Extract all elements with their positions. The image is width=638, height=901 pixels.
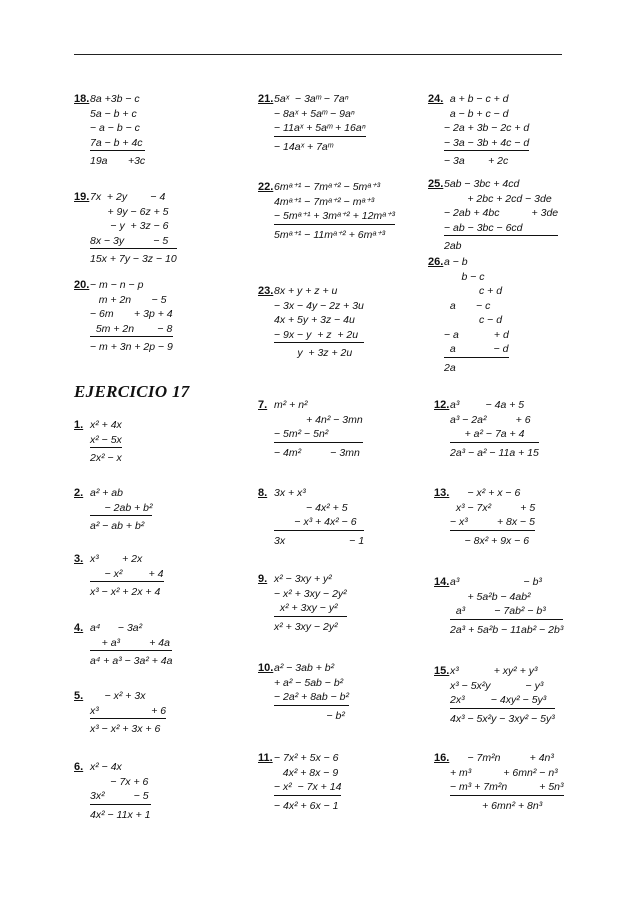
problem-number: 14. [434,576,450,588]
problem-12 [434,398,539,460]
addend-line: − 2ab + b² [90,501,152,517]
addend-line: − ab − 3bc − 6cd [444,221,558,237]
sum-result: − 4x² + 6x − 1 [274,799,339,812]
addend-line: − 6m + 3p + 4 [90,308,173,320]
addend-line: a³ − 2a² + 6 [450,413,531,426]
problem-14 [434,575,564,637]
addend-line: 8a +3b − c [90,93,140,105]
addend-line: a + b − c + d [444,93,509,105]
sum-result: x² + 3xy − 2y² [274,620,338,633]
addend-line: + a³ + 4a [90,636,172,652]
addend-line: 6mᵃ⁺¹ − 7mᵃ⁺² − 5mᵃ⁺³ [274,181,381,193]
addend-line: x² + 4x [90,419,122,431]
addend-line: − m − n − p [90,279,144,291]
problem-number: 9. [258,573,268,585]
problem-18 [74,92,146,169]
problem-number: 8. [258,487,268,499]
problem-6 [74,760,151,822]
problem-1 [74,418,122,466]
problem-number: 25. [428,178,444,190]
addend-line: + 9y − 6z + 5 [90,205,169,218]
addend-line: − 2a + 3b − 2c + d [444,122,530,134]
addend-line: a³ − 4a + 5 [450,399,525,411]
problem-number: 2. [74,487,84,499]
addend-line: + a² − 5ab − b² [274,676,344,689]
problem-26 [428,255,509,375]
addend-line: 7a − b + 4c [90,136,145,152]
addend-line: − m³ + 7m²n + 5n³ [450,780,564,796]
problem-8 [258,486,365,548]
sum-result: − 3a + 2c [444,155,509,167]
sum-result: x³ − x² + 2x + 4 [90,586,161,598]
problem-9 [258,572,347,634]
problem-number: 11. [258,752,273,764]
sum-result: x³ − x² + 3x + 6 [90,723,161,735]
addend-line: c − d [444,314,503,326]
problem-number: 5. [74,690,84,702]
exercise-heading: EJERCICIO 17 [74,382,190,401]
problem-2 [74,486,153,534]
sum-result: 2a³ + 5a²b − 11ab² − 2b³ [450,623,564,636]
addend-line: a⁴ − 3a² [90,622,143,634]
addend-line: 5m + 2n − 8 [90,322,173,338]
problem-4 [74,621,173,669]
addend-line: a − c [444,299,491,312]
sum-result: 4x² − 11x + 1 [90,808,151,821]
sum-result: a² − ab + b² [90,520,145,532]
addend-line: + m³ + 6mn² − n³ [450,766,558,779]
problem-7 [258,398,363,460]
addend-line: 7x + 2y − 4 [90,191,166,203]
addend-line: a − b [444,256,468,268]
addend-line: a − b + c − d [444,107,509,120]
sum-result: − b² [274,709,345,722]
addend-line: c + d [444,285,503,297]
addend-line: 3x² − 5 [90,789,151,805]
addend-line: x³ + 6 [90,704,166,720]
addend-line: + 2bc + 2cd − 3de [444,192,552,205]
problem-number: 13. [434,487,450,499]
problem-11 [258,751,342,813]
addend-line: x³ + xy² + y³ [450,665,538,677]
problem-15 [434,664,555,726]
problem-number: 22. [258,181,274,193]
sum-result: + 6mn² + 8n³ [450,799,543,812]
addend-line: − 8aˣ + 5aᵐ − 9aⁿ [274,107,355,120]
addend-line: − x² − 7x + 14 [274,780,341,796]
problem-number: 20. [74,279,90,291]
addend-line: x³ − 7x² + 5 [450,501,536,514]
addend-line: x² − 4x [90,761,122,773]
addend-line: a³ − 7ab² − b³ [450,604,563,620]
problem-number: 4. [74,622,84,634]
addend-line: − x³ + 8x − 5 [450,515,535,531]
addend-line: − x² + x − 6 [450,487,521,499]
addend-line: 4mᵃ⁺¹ − 7mᵃ⁺² − mᵃ⁺³ [274,195,375,208]
problem-10 [258,661,350,723]
sum-result: 5mᵃ⁺¹ − 11mᵃ⁺² + 6mᵃ⁺³ [274,228,386,241]
problem-number: 12. [434,399,450,411]
sum-result: 15x + 7y − 3z − 10 [90,253,177,265]
problem-number: 6. [74,761,84,773]
addend-line: m² + n² [274,399,308,411]
problem-20 [74,278,173,355]
problem-number: 1. [74,419,84,431]
addend-line: − 9x − y + z + 2u [274,328,364,344]
sum-result: − m + 3n + 2p − 9 [90,341,173,353]
problem-13 [434,486,536,548]
addend-line: − 7m²n + 4n³ [450,752,554,764]
problem-23 [258,284,364,361]
problem-number: 7. [258,399,268,411]
problem-5 [74,689,167,737]
addend-line: a² − 3ab + b² [274,662,335,674]
problem-number: 19. [74,191,90,203]
addend-line: a² + ab [90,487,123,499]
addend-line: + a² − 7a + 4 [450,427,539,443]
addend-line: − x² + 3x [90,690,146,702]
problem-number: 10. [258,662,274,674]
addend-line: 4x + 5y + 3z − 4u [274,314,355,326]
addend-line: − 11aˣ + 5aᵐ + 16aⁿ [274,121,366,137]
addend-line: 5aˣ − 3aᵐ − 7aⁿ [274,93,349,105]
problem-number: 3. [74,553,84,565]
sum-result: 2a [444,361,456,374]
problem-24 [428,92,530,169]
addend-line: − 2a² + 8ab − b² [274,690,349,706]
addend-line: + 4n² − 3mn [274,413,363,426]
problem-number: 23. [258,285,274,297]
sum-result: a⁴ + a³ − 3a² + 4a [90,655,173,667]
problem-21 [258,92,366,154]
addend-line: x² + 3xy − y² [274,601,347,617]
addend-line: x³ + 2x [90,553,143,565]
problem-number: 24. [428,93,444,105]
sum-result: 2ab [444,240,462,252]
addend-line: 3x + x³ [274,487,306,499]
addend-line: − x² + 4 [90,567,164,583]
addend-line: − 3a − 3b + 4c − d [444,136,529,152]
addend-line: b − c [444,270,485,283]
addend-line: 2x³ − 4xy² − 5y³ [450,693,555,709]
addend-line: x² − 3xy + y² [274,573,332,585]
addend-line: − 4x² + 5 [274,501,348,514]
problem-number: 16. [434,752,450,764]
problem-25 [428,177,559,254]
addend-line: a³ − b³ [450,576,542,588]
addend-line: − 3x − 4y − 2z + 3u [274,299,364,312]
addend-line: − y + 3z − 6 [90,220,169,232]
addend-line: − 5m² − 5n² [274,427,363,443]
sum-result: 4x³ − 5x²y − 3xy² − 5y³ [450,712,555,725]
problem-number: 21. [258,93,274,105]
sum-result: 19a +3c [90,155,146,167]
addend-line: 5a − b + c [90,107,137,120]
addend-line: 8x + y + z + u [274,285,338,297]
addend-line: − 5mᵃ⁺¹ + 3mᵃ⁺² + 12mᵃ⁺³ [274,209,395,225]
problem-3 [74,552,164,600]
top-rule [74,54,562,55]
problem-16 [434,751,564,813]
addend-line: − a + d [444,328,509,341]
addend-line: + 5a²b − 4ab² [450,590,531,603]
addend-line: m + 2n − 5 [90,293,167,306]
addend-line: 5ab − 3bc + 4cd [444,178,520,190]
sum-result: − 4m² − 3mn [274,446,360,459]
problem-19 [74,190,177,267]
sum-result: 2x² − x [90,452,122,464]
problem-number: 15. [434,665,450,677]
addend-line: − 7x + 6 [90,775,149,788]
addend-line: 4x² + 8x − 9 [274,766,339,779]
sum-result: − 8x² + 9x − 6 [450,534,530,547]
addend-line: x³ − 5x²y − y³ [450,679,544,692]
problem-22 [258,180,395,242]
sum-result: y + 3z + 2u [274,347,353,359]
addend-line: x² − 5x [90,433,122,449]
sum-result: − 14aˣ + 7aᵐ [274,140,333,153]
addend-line: 8x − 3y − 5 [90,234,177,250]
problem-number: 18. [74,93,90,105]
problem-number: 26. [428,256,444,268]
addend-line: − x³ + 4x² − 6 [274,515,364,531]
addend-line: a − d [444,342,509,358]
addend-line: − 7x² + 5x − 6 [274,752,339,764]
addend-line: − a − b − c [90,122,140,134]
addend-line: − x² + 3xy − 2y² [274,587,347,600]
sum-result: 2a³ − a² − 11a + 15 [450,446,539,459]
sum-result: 3x − 1 [274,534,365,547]
addend-line: − 2ab + 4bc + 3de [444,207,559,219]
